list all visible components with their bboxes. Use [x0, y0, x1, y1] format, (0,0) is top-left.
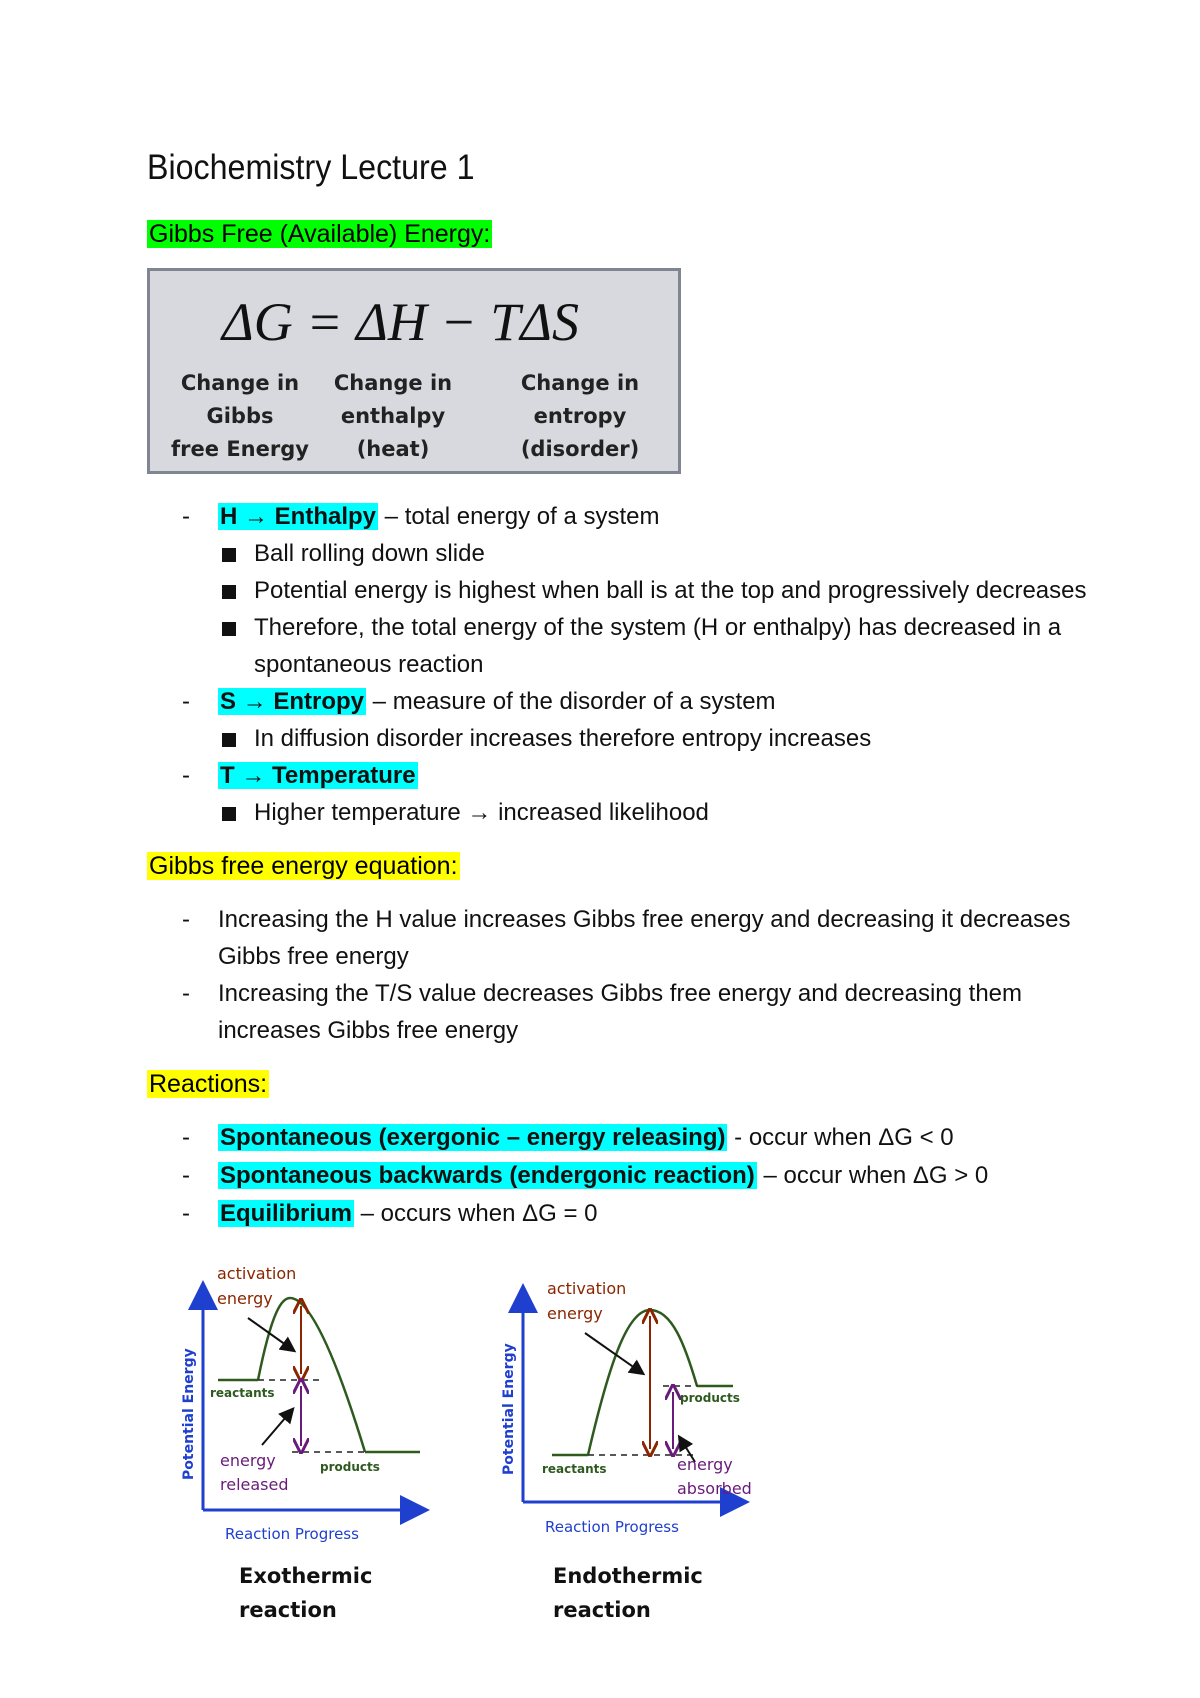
dash-bullet: -	[182, 1124, 190, 1151]
exo-energy-label-2: released	[220, 1475, 289, 1494]
reaction-3-key: Equilibrium	[220, 1200, 352, 1227]
exo-activation-pointer	[248, 1318, 293, 1350]
eq-col-entropy-l2: entropy	[533, 404, 627, 428]
eq-col-enthalpy-l1: Change in	[333, 371, 453, 395]
dash-bullet: -	[182, 1200, 190, 1227]
eq-col-enthalpy-l2: enthalpy	[340, 404, 446, 428]
reaction-3-desc: – occurs when ΔG = 0	[354, 1200, 598, 1227]
exo-released-pointer	[262, 1410, 292, 1445]
exo-caption-1: Exothermic	[239, 1564, 373, 1588]
reaction-1-desc: - occur when ΔG < 0	[727, 1124, 954, 1151]
enthalpy-sub3b: spontaneous reaction	[254, 651, 484, 678]
equation-b1a: Increasing the H value increases Gibbs free energy and decreasing it decreases	[218, 906, 1071, 933]
endo-products-label: products	[680, 1391, 740, 1405]
endothermic-diagram	[501, 1279, 752, 1622]
eq-col-entropy-l1: Change in	[520, 371, 640, 395]
equation-b2a: Increasing the T/S value decreases Gibbs free energy and decreasing them	[218, 980, 1023, 1007]
exo-products-label: products	[320, 1460, 380, 1474]
temperature-key: T → Temperature	[220, 762, 416, 789]
endo-energy-label-2: absorbed	[677, 1479, 752, 1498]
exo-activation-label-1: activation	[217, 1264, 297, 1283]
exo-y-axis-label: Potential Energy	[181, 1348, 197, 1480]
endo-reactants-label: reactants	[542, 1462, 607, 1476]
eq-col-gibbs-l3: free Energy	[171, 437, 309, 461]
page-title: Biochemistry Lecture 1	[147, 148, 475, 187]
endo-caption-2: reaction	[553, 1598, 651, 1622]
exo-activation-label-2: energy	[217, 1289, 273, 1308]
temperature-sub1: Higher temperature → increased likelihood	[254, 799, 709, 826]
exo-x-axis-label: Reaction Progress	[225, 1525, 359, 1543]
equation-b1b: Gibbs free energy	[218, 943, 409, 970]
reaction-1-key: Spontaneous (exergonic – energy releasing)	[220, 1124, 726, 1151]
exo-energy-label-1: energy	[220, 1451, 276, 1470]
eq-col-enthalpy-l3: (heat)	[356, 437, 430, 461]
gibbs-equation: ΔG = ΔH − TΔS	[222, 292, 579, 352]
eq-col-gibbs-l1: Change in	[180, 371, 300, 395]
exo-caption-2: reaction	[239, 1598, 337, 1622]
eq-col-gibbs-l2: Gibbs	[206, 404, 274, 428]
endo-activation-label-1: activation	[547, 1279, 627, 1298]
entropy-sub1: In diffusion disorder increases therefore entropy increases	[254, 725, 872, 752]
entropy-key: S → Entropy	[220, 688, 365, 715]
dash-bullet: -	[182, 688, 190, 715]
endo-activation-pointer	[585, 1333, 642, 1373]
enthalpy-desc: – total energy of a system	[378, 503, 660, 530]
enthalpy-key: H → Enthalpy	[220, 503, 377, 530]
entropy-desc: – measure of the disorder of a system	[366, 688, 776, 715]
equation-b2b: increases Gibbs free energy	[218, 1017, 519, 1044]
dash-bullet: -	[182, 980, 190, 1007]
dash-bullet: -	[182, 762, 190, 789]
endo-curve	[588, 1310, 697, 1455]
enthalpy-sub2: Potential energy is highest when ball is at the top and progressively decreases	[254, 577, 1087, 604]
exo-curve	[258, 1298, 365, 1452]
enthalpy-sub3a: Therefore, the total energy of the system (H or enthalpy) has decreased in a	[254, 614, 1062, 641]
endo-x-axis-label: Reaction Progress	[545, 1518, 679, 1536]
exo-reactants-label: reactants	[210, 1386, 275, 1400]
dash-bullet: -	[182, 906, 190, 933]
eq-col-entropy-l3: (disorder)	[520, 437, 640, 461]
endo-energy-label-1: energy	[677, 1455, 733, 1474]
dash-bullet: -	[182, 503, 190, 530]
gibbs-heading-text: Gibbs Free (Available) Energy:	[149, 220, 491, 248]
reaction-2-key: Spontaneous backwards (endergonic reaction)	[220, 1162, 755, 1189]
reactions-heading-text: Reactions:	[149, 1070, 268, 1098]
reaction-2-desc: – occur when ΔG > 0	[756, 1162, 989, 1189]
equation-heading-text: Gibbs free energy equation:	[149, 852, 458, 880]
exothermic-diagram	[181, 1264, 420, 1622]
endo-activation-label-2: energy	[547, 1304, 603, 1323]
dash-bullet: -	[182, 1162, 190, 1189]
endo-y-axis-label: Potential Energy	[501, 1343, 517, 1475]
enthalpy-sub1: Ball rolling down slide	[254, 540, 485, 567]
endo-caption-1: Endothermic	[553, 1564, 703, 1588]
